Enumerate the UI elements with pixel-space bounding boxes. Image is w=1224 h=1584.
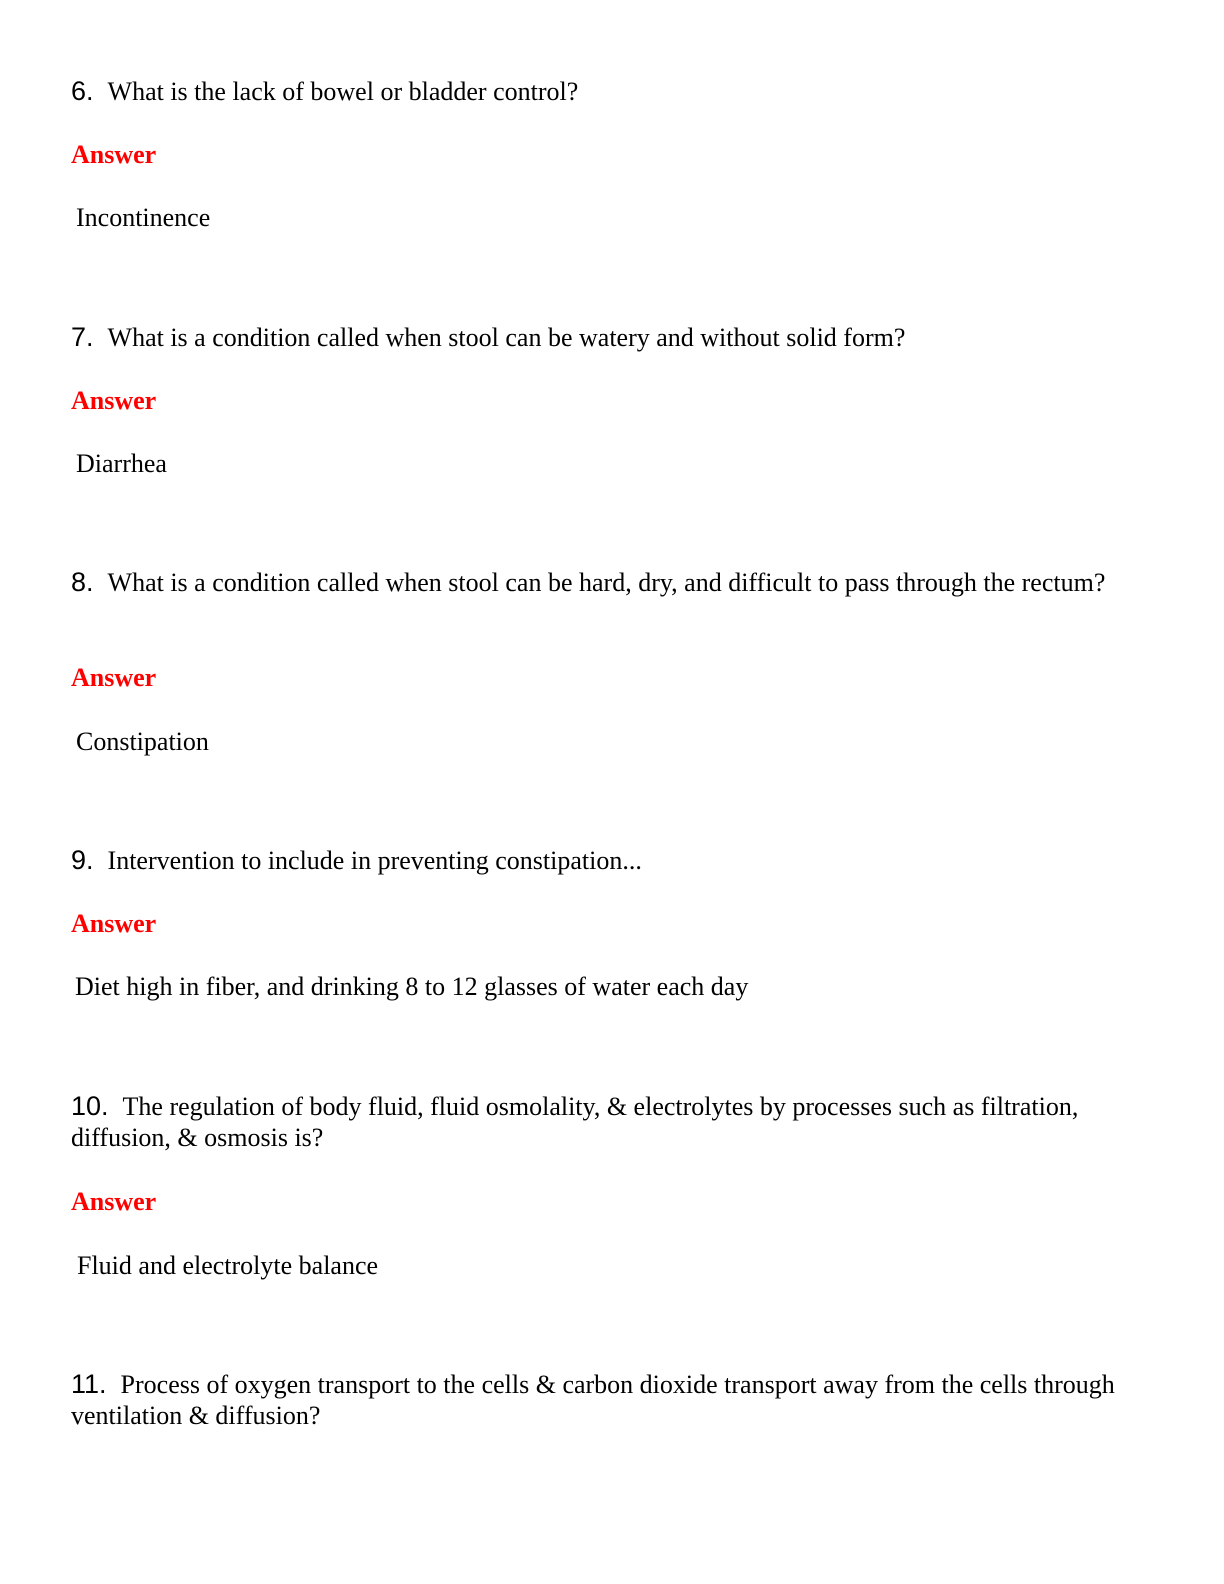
answer-label: Answer — [71, 909, 157, 938]
question-text: The regulation of body fluid, fluid osmolality, & electrolytes by processes such as filtration, diffusion, & osmosis is? — [71, 1092, 1079, 1152]
question-10 — [71, 1091, 1131, 1153]
answer-text: Constipation — [76, 727, 209, 756]
question-7 — [71, 322, 1131, 353]
question-8 — [71, 567, 1131, 598]
question-number: 10. — [71, 1091, 109, 1121]
answer-text: Incontinence — [76, 203, 211, 232]
answer-text: Diarrhea — [76, 449, 167, 478]
qa-item-9 — [71, 845, 1131, 1015]
qa-item-8 — [71, 567, 1131, 767]
answer-label: Answer — [71, 386, 157, 415]
question-text: What is a condition called when stool can be watery and without solid form? — [107, 323, 906, 352]
question-9 — [71, 845, 1131, 876]
question-number: 8. — [71, 567, 94, 597]
qa-item-7 — [71, 322, 1131, 492]
question-text: Process of oxygen transport to the cells & carbon dioxide transport away from the cells through ventilation & diffusion? — [71, 1370, 1115, 1430]
question-text: What is the lack of bowel or bladder control? — [107, 77, 579, 106]
question-number: 11. — [71, 1369, 107, 1399]
answer-label: Answer — [71, 663, 157, 692]
answer-label: Answer — [71, 1187, 157, 1216]
qa-item-6 — [71, 76, 1131, 246]
qa-item-10 — [71, 1091, 1131, 1291]
answer-label: Answer — [71, 140, 157, 169]
qa-item-11 — [71, 1369, 1131, 1439]
answer-text: Diet high in fiber, and drinking 8 to 12 glasses of water each day — [75, 972, 749, 1001]
question-text: Intervention to include in preventing constipation... — [107, 846, 642, 875]
answer-text: Fluid and electrolyte balance — [77, 1251, 379, 1280]
question-number: 7. — [71, 322, 94, 352]
question-number: 6. — [71, 76, 94, 106]
question-number: 9. — [71, 845, 94, 875]
question-11 — [71, 1369, 1131, 1431]
question-6 — [71, 76, 1131, 107]
question-text: What is a condition called when stool can be hard, dry, and difficult to pass through the rectum? — [107, 568, 1106, 597]
